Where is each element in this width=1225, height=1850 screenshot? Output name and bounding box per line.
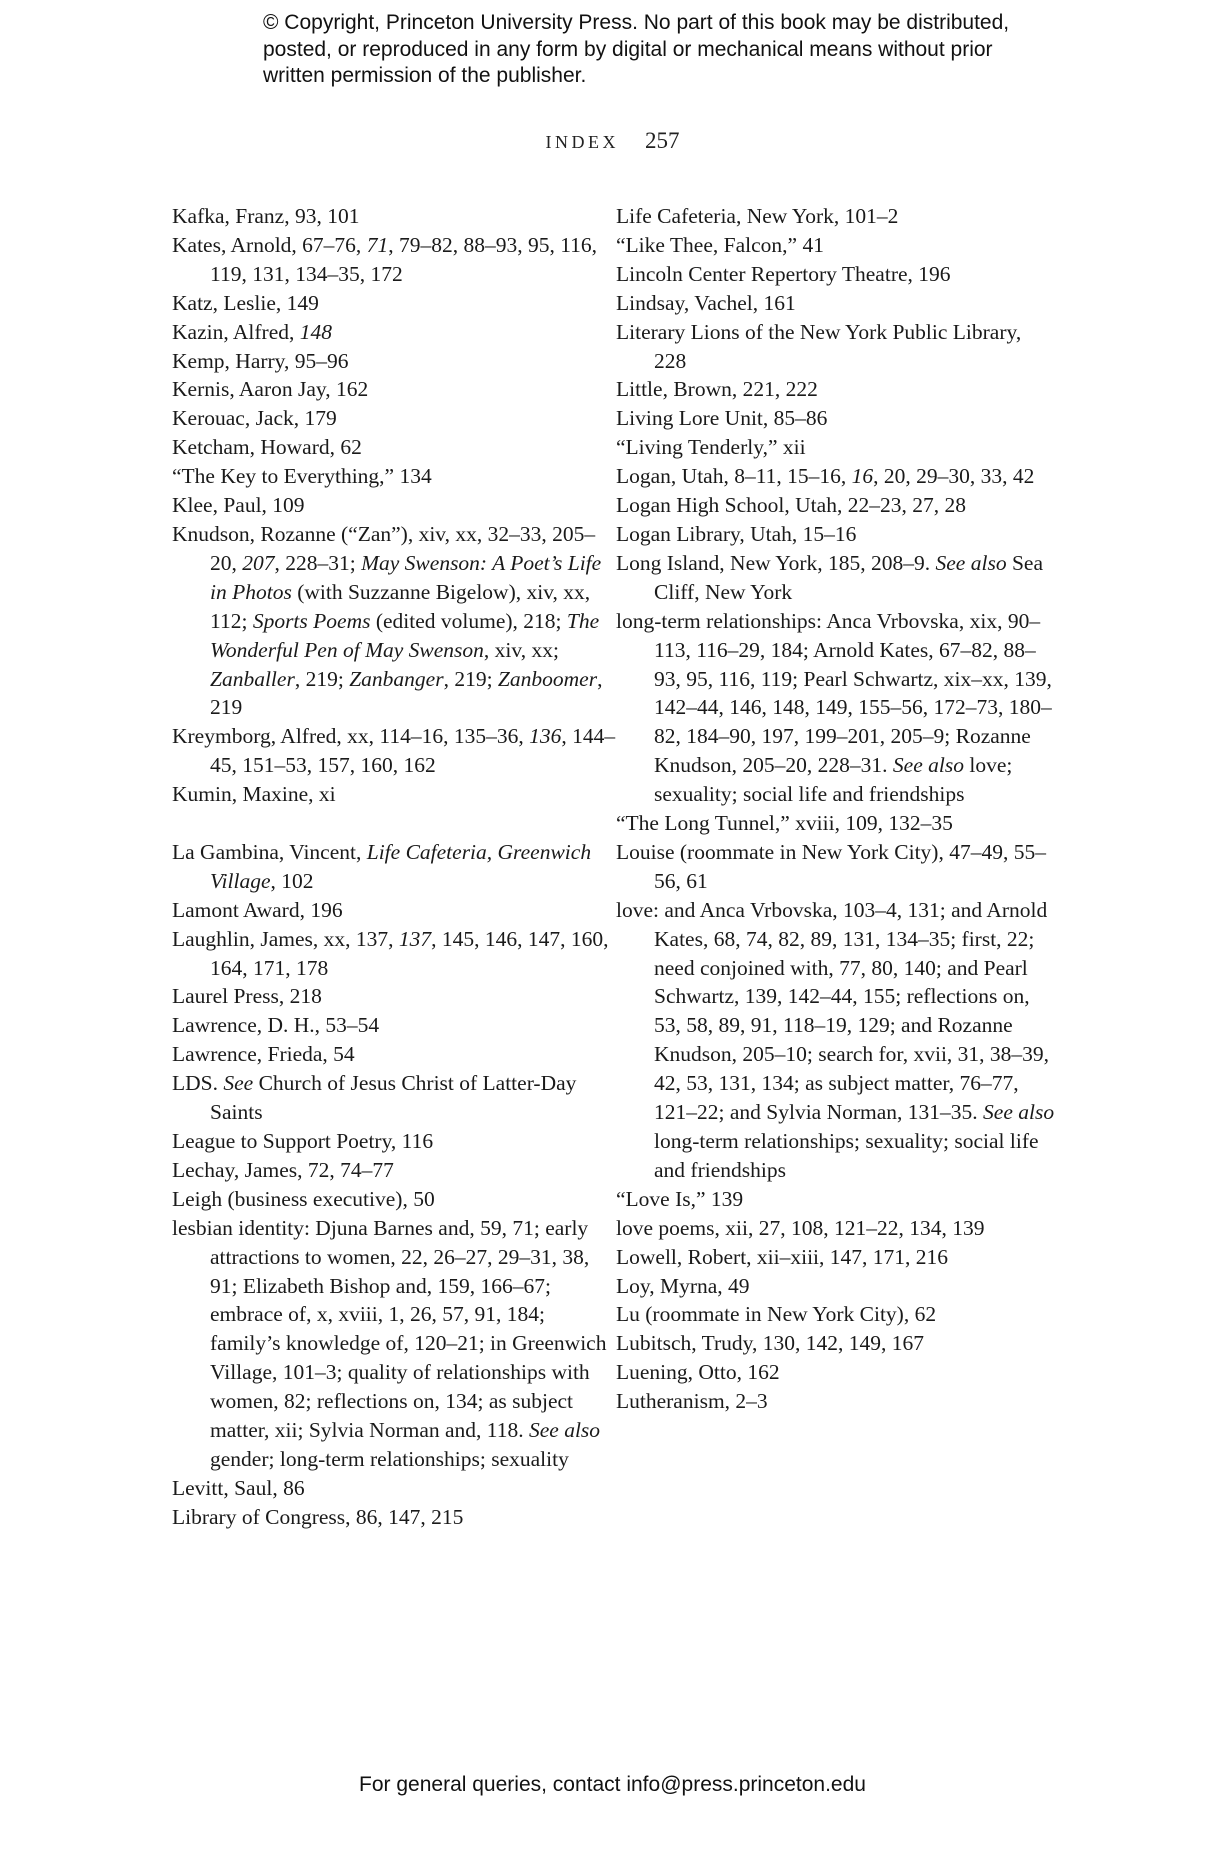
index-entry: [172, 404, 617, 433]
index-entry: [172, 347, 617, 376]
index-entry-text: , xiv, xx;: [483, 637, 559, 662]
index-entry-italic-text: Life Cafeteria, Greenwich Village: [210, 839, 592, 893]
index-entry-italic-text: 137: [398, 926, 432, 951]
index-entry-text: , 219: [210, 666, 603, 720]
index-entry: [616, 375, 1056, 404]
index-entry-text: Kates, Arnold, 67–76,: [172, 232, 367, 257]
index-entry-text: Lawrence, Frieda, 54: [172, 1042, 355, 1067]
index-entry-italic-text: 136: [529, 724, 562, 749]
index-entry-text: “Love Is,” 139: [616, 1186, 744, 1211]
index-entry-text: Literary Lions of the New York Public Library, 228: [616, 319, 1022, 373]
index-entry-text: Kernis, Aaron Jay, 162: [172, 377, 369, 402]
index-entry: [616, 289, 1056, 318]
index-entry: [616, 1300, 1056, 1329]
index-entry: [172, 896, 617, 925]
index-entry: [616, 520, 1056, 549]
index-entry-text: love poems, xii, 27, 108, 121–22, 134, 139: [616, 1215, 985, 1240]
running-head-label: INDEX: [545, 132, 619, 152]
index-entry-text: long-term relationships; sexuality; social life and friendships: [654, 1129, 1039, 1182]
index-entry: [172, 982, 617, 1011]
index-entry-text: Kafka, Franz, 93, 101: [172, 204, 360, 228]
index-entry-text: Lowell, Robert, xii–xiii, 147, 171, 216: [616, 1244, 949, 1269]
index-entry-text: Logan High School, Utah, 22–23, 27, 28: [616, 493, 966, 518]
index-entry-italic-text: Zanballer: [210, 666, 295, 691]
index-entry-text: La Gambina, Vincent,: [172, 839, 367, 864]
index-entry: [172, 1474, 617, 1503]
index-entry-text: “Living Tenderly,” xii: [616, 435, 806, 460]
index-entry-text: Long Island, New York, 185, 208–9.: [616, 550, 936, 575]
index-entry-text: , 79–82, 88–93, 95, 116, 119, 131, 134–35, 172: [210, 232, 598, 286]
index-entry-text: Kemp, Harry, 95–96: [172, 348, 349, 373]
index-entry: [172, 202, 617, 231]
index-entry-italic-text: Sports Poems: [252, 608, 371, 633]
index-entry-italic-text: See: [223, 1071, 254, 1096]
index-entry: [616, 318, 1056, 376]
index-entry-italic-text: 16: [851, 464, 874, 489]
index-entry: [172, 1011, 617, 1040]
index-entry: [616, 1185, 1056, 1214]
index-entry-text: Laughlin, James, xx, 137,: [172, 926, 399, 951]
index-entry: [172, 375, 617, 404]
index-entry-text: Sea Cliff, New York: [654, 550, 1043, 604]
index-entry-italic-text: May Swenson: A Poet’s Life in Photos: [210, 550, 602, 604]
index-entry: [172, 1156, 617, 1185]
index-entry-text: lesbian identity: Djuna Barnes and, 59, 71; early attractions to women, 22, 26–27, 29–31, 38, 91; Elizabeth Bishop and, 159, 166–67; embrace of, x, xviii, 1, 26, 57, 91, 184; family’s knowledge of, 120–21; in Greenwich Village, 101–3; quality of relationships with women, 82; reflections on, 134; as subject matter, xii; Sylvia Norman and, 118.: [172, 1215, 607, 1443]
index-entry: [616, 607, 1056, 809]
index-entry-text: Kerouac, Jack, 179: [172, 406, 337, 431]
index-entry: [616, 809, 1056, 838]
index-entry-text: Luening, Otto, 162: [616, 1360, 780, 1385]
index-entry: [172, 433, 617, 462]
index-entry-text: Kreymborg, Alfred, xx, 114–16, 135–36,: [172, 724, 530, 749]
index-entry-text: “The Key to Everything,” 134: [172, 464, 432, 489]
index-entry-text: Katz, Leslie, 149: [172, 290, 319, 315]
index-entry-text: “Like Thee, Falcon,” 41: [616, 232, 824, 257]
index-entry-italic-text: See also: [529, 1418, 601, 1443]
index-entry-text: Living Lore Unit, 85–86: [616, 406, 828, 431]
index-entry: [172, 520, 617, 722]
index-entry-text: Levitt, Saul, 86: [172, 1475, 305, 1500]
index-entry: [172, 231, 617, 289]
index-entry-text: , 20, 29–30, 33, 42: [873, 464, 1035, 489]
index-entry: [172, 722, 617, 780]
index-entry-text: Knudson, Rozanne (“Zan”), xiv, xx, 32–33, 205–20,: [172, 521, 596, 575]
index-entry-italic-text: See also: [892, 753, 964, 778]
index-entry-text: Klee, Paul, 109: [172, 493, 305, 518]
index-entry: [616, 260, 1056, 289]
index-entry: [616, 202, 1056, 231]
index-entry-italic-text: 71: [366, 232, 389, 257]
index-entry-text: Lubitsch, Trudy, 130, 142, 149, 167: [616, 1331, 924, 1356]
index-column-left: [172, 202, 617, 1532]
index-entry-text: , 228–31;: [274, 550, 362, 575]
index-entry-italic-text: Zanboomer: [497, 666, 598, 691]
index-entry: [616, 462, 1056, 491]
index-entry: [616, 1272, 1056, 1301]
index-entry: [172, 1185, 617, 1214]
index-entry: [616, 404, 1056, 433]
index-entry-text: , 219;: [443, 666, 498, 691]
index-entry-text: Life Cafeteria, New York, 101–2: [616, 204, 899, 228]
index-entry-text: Library of Congress, 86, 147, 215: [172, 1504, 464, 1529]
page-number: 257: [645, 128, 680, 153]
index-entry: [616, 1358, 1056, 1387]
index-entry: [616, 1329, 1056, 1358]
index-entry-italic-text: See also: [935, 550, 1007, 575]
index-entry: [616, 1214, 1056, 1243]
index-entry: [616, 433, 1056, 462]
index-entry-text: Kazin, Alfred,: [172, 319, 300, 344]
index-entry: [172, 289, 617, 318]
index-entry-text: long-term relationships: Anca Vrbovska, xix, 90–113, 116–29, 184; Arnold Kates, 67–82, 88–93, 95, 116, 119; Pearl Schwartz, xix–xx, 139, 142–44, 146, 148, 149, 155–56, 172–73, 180–82, 184–90, 197, 199–201, 205–9; Rozanne Knudson, 205–20, 228–31.: [616, 608, 1052, 778]
index-entry: [172, 780, 617, 809]
index-entry: [616, 896, 1056, 1185]
index-entry-italic-text: 207: [242, 550, 275, 575]
index-entry: [616, 1243, 1056, 1272]
index-entry-text: Logan Library, Utah, 15–16: [616, 521, 857, 546]
index-entry: [172, 318, 617, 347]
index-entry-text: Kumin, Maxine, xi: [172, 782, 336, 807]
index-entry-italic-text: Zanbanger: [349, 666, 444, 691]
index-entry: [616, 1387, 1056, 1416]
index-column-right: [616, 202, 1056, 1416]
index-entry: [172, 1069, 617, 1127]
index-entry-text: Lu (roommate in New York City), 62: [616, 1302, 937, 1327]
index-entry-text: , 102: [270, 868, 314, 893]
index-entry: [616, 838, 1056, 896]
index-entry-text: Lindsay, Vachel, 161: [616, 290, 796, 315]
index-entry: [616, 549, 1056, 607]
index-entry-text: gender; long-term relationships; sexuality: [210, 1446, 569, 1471]
index-entry: [616, 231, 1056, 260]
index-entry-text: Lincoln Center Repertory Theatre, 196: [616, 261, 951, 286]
index-entry-text: Logan, Utah, 8–11, 15–16,: [616, 464, 852, 489]
index-entry: [172, 925, 617, 983]
index-entry-text: LDS.: [172, 1071, 224, 1096]
index-entry-italic-text: See also: [983, 1100, 1055, 1125]
index-entry-text: Lechay, James, 72, 74–77: [172, 1157, 394, 1182]
index-entry-text: League to Support Poetry, 116: [172, 1128, 434, 1153]
index-entry: [172, 1127, 617, 1156]
index-entry-text: , 144–45, 151–53, 157, 160, 162: [210, 724, 616, 778]
index-entry-italic-text: The Wonderful Pen of May Swenson: [210, 608, 600, 662]
index-entry-text: Lamont Award, 196: [172, 897, 343, 922]
index-entry: [172, 838, 617, 896]
index-entry-text: love; sexuality; social life and friendships: [654, 753, 1013, 807]
index-entry-text: Loy, Myrna, 49: [616, 1273, 750, 1298]
index-entry-text: , 145, 146, 147, 160, 164, 171, 178: [210, 926, 609, 980]
index-entry-text: Little, Brown, 221, 222: [616, 377, 818, 402]
index-entry-text: (edited volume), 218;: [370, 608, 567, 633]
index-entry-text: love: and Anca Vrbovska, 103–4, 131; and Arnold Kates, 68, 74, 82, 89, 131, 134–35; first, 22; need conjoined with, 77, 80, 140; and Pearl Schwartz, 139, 142–44, 155; reflections on, 53, 58, 89, 91, 118–19, 129; and Rozanne Knudson, 205–10; search for, xvii, 31, 38–39, 42, 53, 131, 134; as subject matter, 76–77, 121–22; and Sylvia Norman, 131–35.: [616, 897, 1050, 1125]
index-entry-text: Ketcham, Howard, 62: [172, 435, 362, 460]
index-entry-text: (with Suzzanne Bigelow), xiv, xx, 112;: [210, 579, 591, 633]
index-entry: [616, 491, 1056, 520]
index-entry-italic-text: 148: [299, 319, 333, 344]
footer-contact: For general queries, contact info@press.princeton.edu: [359, 1773, 866, 1796]
index-entry-text: Louise (roommate in New York City), 47–49, 55–56, 61: [616, 839, 1046, 893]
index-entry-text: Laurel Press, 218: [172, 984, 322, 1009]
index-entry: [172, 1503, 617, 1532]
running-head: [0, 128, 1225, 154]
index-entry: [172, 491, 617, 520]
index-entry: [172, 1040, 617, 1069]
index-entry-text: Leigh (business executive), 50: [172, 1186, 435, 1211]
index-entry-text: Lutheranism, 2–3: [616, 1389, 768, 1414]
index-entry-text: “The Long Tunnel,” xviii, 109, 132–35: [616, 811, 953, 836]
index-entry: [172, 462, 617, 491]
index-entry-text: Lawrence, D. H., 53–54: [172, 1013, 380, 1038]
index-entry-text: , 219;: [294, 666, 350, 691]
index-entry-text: Church of Jesus Christ of Latter-Day Saints: [210, 1071, 577, 1125]
index-entry: [172, 1214, 617, 1474]
copyright-notice: © Copyright, Princeton University Press. No part of this book may be distributed, posted, or reproduced in any form by digital or mechanical means without prior written permission of the publisher.: [263, 11, 1010, 87]
